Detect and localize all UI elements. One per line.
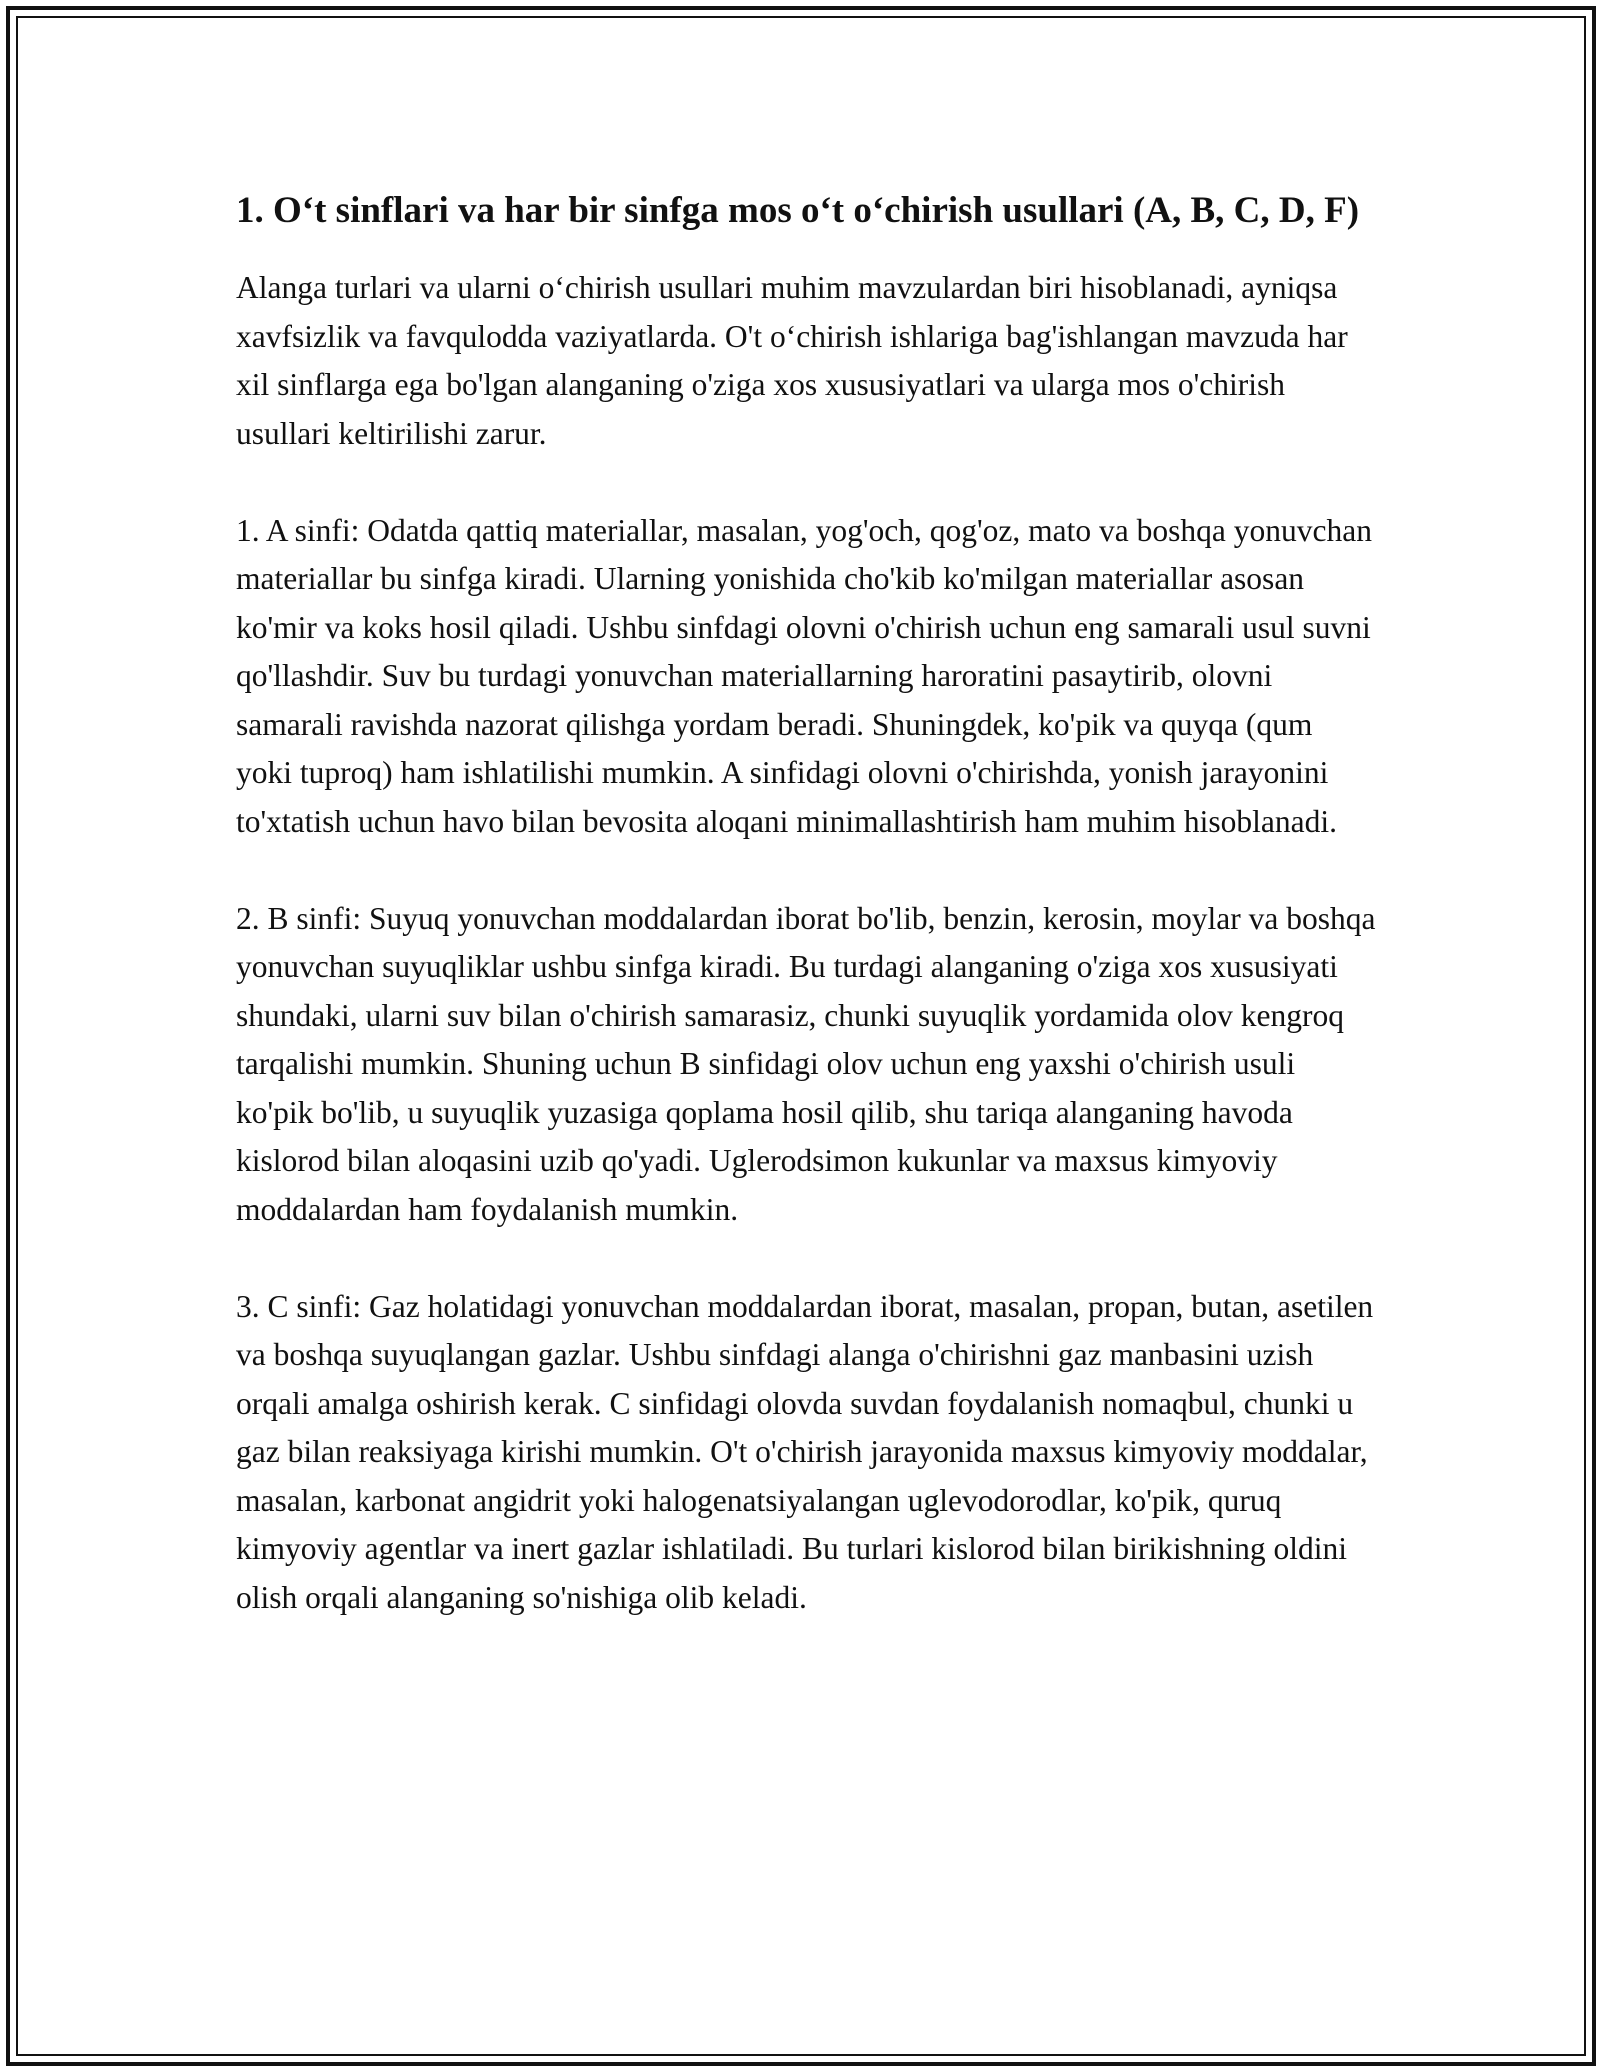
intro-paragraph: Alanga turlari va ularni o‘chirish usullari muhim mavzulardan biri hisoblanadi, ayniqsa xavfsizlik va favqulodda vaziyatlarda. O't o‘chirish ishlariga bag'ishlangan mavzuda har xil sinflarga ega bo'lgan alanganing o'ziga xos xususiyatlari va ularga mos o'chirish usullari keltirilishi zarur. bbox=[236, 270, 1348, 451]
section-heading: 1. O‘t sinflari va har bir sinfga mos o‘t o‘chirish usullari (A, B, C, D, F) bbox=[236, 190, 1360, 231]
class-a-paragraph: 1. A sinfi: Odatda qattiq materiallar, masalan, yog'och, qog'oz, mato va boshqa yonuvchan materiallar bu sinfga kiradi. Ularning yonishida cho'kib ko'milgan materiallar asosan ko'mir va koks hosil qiladi. Ushbu sinfdagi olovni o'chirish uchun eng samarali usul suvni qo'llashdir. Suv bu turdagi yonuvchan materiallarning haroratini pasaytirib, olovni samarali ravishda nazorat qilishga yordam beradi. Shuningdek, ko'pik va quyqa (qum yoki tuproq) ham ishlatilishi mumkin. A sinfidagi olovni o'chirishda, yonish jarayonini to'xtatish uchun havo bilan bevosita aloqani minimallashtirish ham muhim hisoblanadi. bbox=[236, 512, 1372, 839]
document-body bbox=[236, 186, 1376, 1671]
class-b-paragraph: 2. B sinfi: Suyuq yonuvchan moddalardan iborat bo'lib, benzin, kerosin, moylar va boshqa yonuvchan suyuqliklar ushbu sinfga kiradi. Bu turdagi alanganing o'ziga xos xususiyati shundaki, ularni suv bilan o'chirish samarasiz, chunki suyuqlik yordamida olov kengroq tarqalishi mumkin. Shuning uchun B sinfidagi olov uchun eng yaxshi o'chirish usuli ko'pik bo'lib, u suyuqlik yuzasiga qoplama hosil qilib, shu tariqa alanganing havoda kislorod bilan aloqasini uzib qo'yadi. Uglerodsimon kukunlar va maxsus kimyoviy moddalardan ham foydalanish mumkin. bbox=[236, 900, 1376, 1227]
class-c-paragraph: 3. C sinfi: Gaz holatidagi yonuvchan moddalardan iborat, masalan, propan, butan, asetilen va boshqa suyuqlangan gazlar. Ushbu sinfdagi alanga o'chirishni gaz manbasini uzish orqali amalga oshirish kerak. C sinfidagi olovda suvdan foydalanish nomaqbul, chunki u gaz bilan reaksiyaga kirishi mumkin. O't o'chirish jarayonida maxsus kimyoviy moddalar, masalan, karbonat angidrit yoki halogenatsiyalangan uglevodorodlar, ko'pik, quruq kimyoviy agentlar va inert gazlar ishlatiladi. Bu turlari kislorod bilan birikishning oldini olish orqali alanganing so'nishiga olib keladi. bbox=[236, 1288, 1374, 1615]
